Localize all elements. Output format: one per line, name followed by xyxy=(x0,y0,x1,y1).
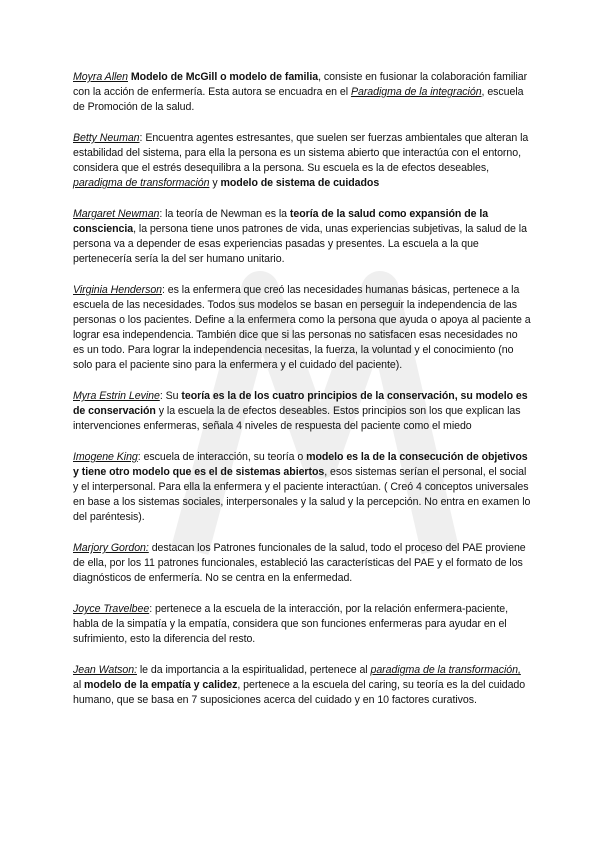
author-name: Moyra Allen xyxy=(73,71,128,83)
body-text: y la escuela la de efectos deseables. Estos principios son los que explican las intervenciones enfermeras, señala 4 niveles de respuesta del paciente como el miedo xyxy=(73,405,521,432)
author-paragraph xyxy=(73,207,531,267)
body-text: , escuela de Promoción de la salud. xyxy=(73,86,524,113)
underlined-text: Paradigma de la integración xyxy=(350,86,482,98)
author-paragraph xyxy=(73,70,531,115)
author-paragraph xyxy=(73,541,531,586)
underlined-text: paradigma de la transformación, xyxy=(370,664,521,676)
author-paragraph xyxy=(73,602,531,647)
body-text: , pertenece a la escuela del caring, su teoría es la del cuidado humano, que se basa en 7 suposiciones acerca del cuidado y en 10 factores curativos. xyxy=(73,679,526,706)
body-text: : es la enfermera que creó las necesidades humanas básicas, pertenece a la escuela de las necesidades. Todos sus modelos se basan en perseguir la independencia de las personas o los pacientes. Define a la enfermera como la persona que ayuda o apoya al paciente a lograr esa independencia. También dice que si las personas no satisfacen esas necesidades no es un todo. Para lograr la independencia necesitas, la fuerza, la voluntad y el conocimiento (no solo para el paciente sino para la enfermera y el cuidado del paciente). xyxy=(73,284,531,371)
bold-text: modelo es la de la consecución de objetivos y tiene otro modelo que es el de sistemas abiertos xyxy=(73,451,528,478)
body-text: , la persona tiene unos patrones de vida, unas experiencias subjetivas, la salud de la persona va a depender de esas experiencias pasadas y presentes. La escuela a la que pertenecería sería la del ser humano unitario. xyxy=(73,223,527,265)
author-name: Virginia Henderson xyxy=(73,284,163,296)
underlined-text: paradigma de transformación xyxy=(73,177,210,189)
bold-text: teoría es la de los cuatro principios de la conservación, su modelo es de conservación xyxy=(73,390,528,417)
author-paragraph xyxy=(73,450,531,525)
body-text: , consiste en fusionar la colaboración familiar con la acción de enfermería. Esta autora se encuadra en el xyxy=(73,71,528,98)
author-name: Myra Estrin Levine xyxy=(73,390,160,402)
author-name: Betty Neuman xyxy=(73,132,140,144)
bold-text: modelo de la empatía y calidez xyxy=(84,679,238,691)
body-text: , esos sistemas serían el personal, el social y el interpersonal. Para ella la enfermera y el paciente interactúan. ( Creó 4 conceptos universales en base a los sistemas sociales, interpersonales y la salud y la percepción. No entra en examen lo del paréntesis). xyxy=(73,466,531,523)
author-name: Imogene King xyxy=(73,451,138,463)
bold-text: Modelo de McGill o modelo de familia xyxy=(130,71,319,83)
body-text: : Encuentra agentes estresantes, que suelen ser fuerzas ambientales que alteran la estabilidad del sistema, para ella la persona es un sistema abierto que interactúa con el entorno, considera que el estrés desequilibra a la persona. Su escuela es la de efectos deseables, xyxy=(73,132,529,174)
bold-text: modelo de sistema de cuidados xyxy=(220,177,380,189)
body-text: : la teoría de Newman es la xyxy=(159,208,290,220)
author-name: Margaret Newman xyxy=(73,208,160,220)
author-paragraph xyxy=(73,131,531,191)
author-paragraph xyxy=(73,389,531,434)
body-text: destacan los Patrones funcionales de la salud, todo el proceso del PAE proviene de ella, por los 11 patrones funcionales, estableció las características del PAE y el formato de los diagnósticos de enfermería. No se centra en la enfermedad. xyxy=(73,542,526,584)
body-text: y xyxy=(209,177,221,189)
document-body xyxy=(73,70,531,724)
body-text: : Su xyxy=(159,390,182,402)
author-paragraph xyxy=(73,283,531,373)
body-text: le da importancia a la espiritualidad, pertenece al xyxy=(136,664,371,676)
author-name: Marjory Gordon: xyxy=(73,542,149,554)
author-paragraph xyxy=(73,663,531,708)
body-text: : escuela de interacción, su teoría o xyxy=(137,451,307,463)
body-text: al xyxy=(73,679,85,691)
body-text: : pertenece a la escuela de la interacción, por la relación enfermera-paciente, habla de la simpatía y la empatía, considera que son funciones enfermeras para ayudar en el sufrimiento, esto la diferencia del resto. xyxy=(73,603,509,645)
bold-text: teoría de la salud como expansión de la consciencia xyxy=(73,208,489,235)
author-name: Joyce Travelbee xyxy=(73,603,150,615)
author-name: Jean Watson: xyxy=(73,664,137,676)
